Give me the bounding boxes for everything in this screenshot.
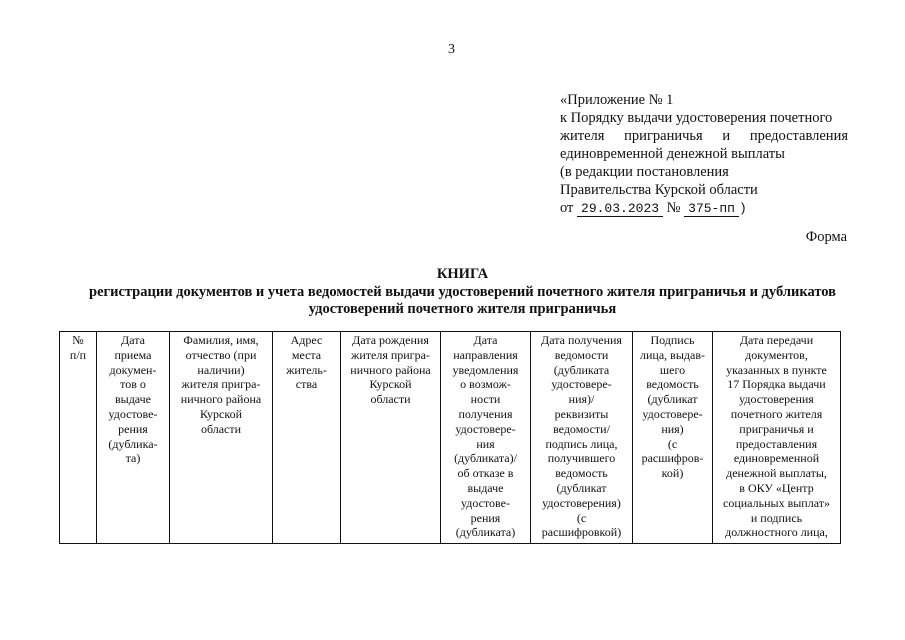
table-header-row — [60, 332, 841, 544]
appendix-date-line — [560, 199, 848, 218]
document-subtitle-line-2: удостоверений почетного жителя приграничья — [308, 301, 617, 317]
date-prefix: от — [560, 200, 574, 216]
header-cell-address: Адрес места житель- ства — [273, 332, 341, 544]
number-prefix: № — [666, 200, 681, 216]
appendix-line-2: к Порядку выдачи удостоверения почетного — [560, 110, 833, 126]
closing-paren: ) — [738, 201, 747, 216]
header-cell-notification-date: Дата направления уведомления о возмож- ности получения удостовере- ния (дубликата)/ об отказе в выдаче удостове- рения (дубликата) — [441, 332, 531, 544]
page-number: 3 — [448, 42, 455, 57]
appendix-line-5: (в редакции постановления — [560, 164, 729, 180]
header-cell-receipt-date: Дата приема докумен- тов о выдаче удостове- рения (дублика- та) — [97, 332, 170, 544]
header-cell-statement-receipt: Дата получения ведомости (дубликата удостовере- ния)/ реквизиты ведомости/ подпись лица, получившего ведомость (дубликат удостоверения) (с расшифровкой) — [531, 332, 633, 544]
header-cell-issuer-signature: Подпись лица, выдав- шего ведомость (дубликат удостовере- ния) (с расшифров- кой) — [633, 332, 713, 544]
header-cell-full-name: Фамилия, имя, отчество (при наличии) жителя пригра- ничного района Курской области — [170, 332, 273, 544]
appendix-line-3: жителя приграничья и предоставления — [560, 128, 848, 144]
header-cell-birth-date: Дата рождения жителя пригра- ничного района Курской области — [341, 332, 441, 544]
header-cell-transfer-date: Дата передачи документов, указанных в пункте 17 Порядка выдачи удостоверения почетного жителя приграничья и предоставления единовременной денежной выплаты, в ОКУ «Центр социальных выплат» и подпись должностного лица, — [713, 332, 841, 544]
appendix-line-6: Правительства Курской области — [560, 182, 758, 198]
document-title: КНИГА — [436, 266, 489, 282]
number-value: 375-пп — [684, 202, 739, 217]
appendix-block — [560, 91, 848, 218]
date-value: 29.03.2023 — [577, 202, 663, 217]
header-cell-number: № п/п — [60, 332, 97, 544]
form-label: Форма — [805, 229, 847, 245]
register-table — [59, 331, 841, 544]
appendix-line-1: «Приложение № 1 — [560, 92, 674, 108]
appendix-line-4: единовременной денежной выплаты — [560, 146, 785, 162]
document-subtitle-line-1: регистрации документов и учета ведомостей выдачи удостоверений почетного жителя приграничья и дубликатов — [89, 284, 836, 300]
